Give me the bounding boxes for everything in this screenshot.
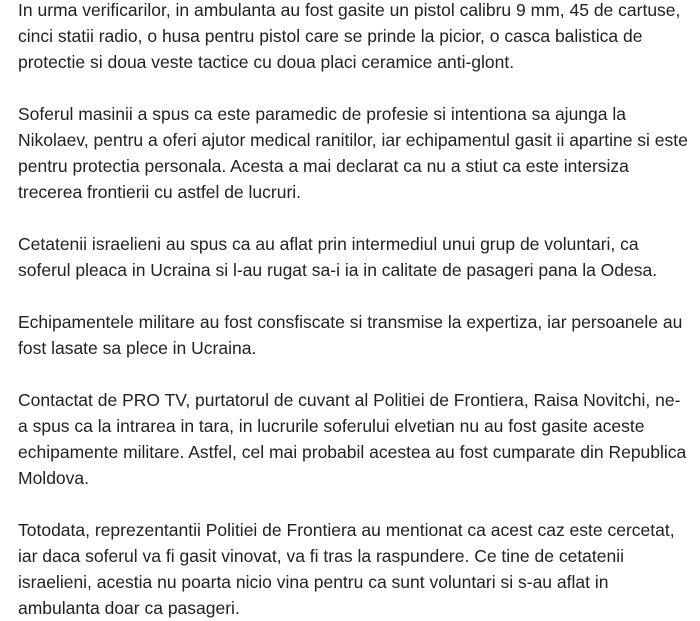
article-paragraph-1: In urma verificarilor, in ambulanta au fost gasite un pistol calibru 9 mm, 45 de cartuse, cinci statii radio, o husa pentru pistol care se prinde la picior, o casca balistica de protectie si doua veste tactice cu doua placi ceramice anti-glont. [18,0,681,72]
article-paragraph-5: Contactat de PRO TV, purtatorul de cuvant al Politiei de Frontiera, Raisa Novitchi, ne-a spus ca la intrarea in tara, in lucrurile soferului elvetian nu au fost gasite aceste echipamente militare. Astfel, cel mai probabil acestea au fost cumparate din Republica Moldova. [18,390,687,488]
article-paragraph-3: Cetatenii israelieni au spus ca au aflat prin intermediul unui grup de voluntari, ca soferul pleaca in Ucraina si l-au rugat sa-i ia in calitate de pasageri pana la Odesa. [18,234,658,280]
article-paragraph-2: Soferul masinii a spus ca este paramedic de profesie si intentiona sa ajunga la Nikolaev, pentru a oferi ajutor medical ranitilor, iar echipamentul gasit ii apartine si este pentru protectia personala. Acesta a mai declarat ca nu a stiut ca este intersiza trecerea frontierii cu astfel de lucruri. [18,104,688,202]
article-paragraph-4: Echipamentele militare au fost consfiscate si transmise la expertiza, iar persoanele au fost lasate sa plece in Ucraina. [18,312,683,358]
article-paragraph-6: Totodata, reprezentantii Politiei de Frontiera au mentionat ca acest caz este cercetat, iar daca soferul va fi gasit vinovat, va fi tras la raspundere. Ce tine de cetatenii israelieni, acestia nu poarta nicio vina pentru ca sunt voluntari si s-au aflat in ambulanta doar ca pasageri. [18,520,675,618]
